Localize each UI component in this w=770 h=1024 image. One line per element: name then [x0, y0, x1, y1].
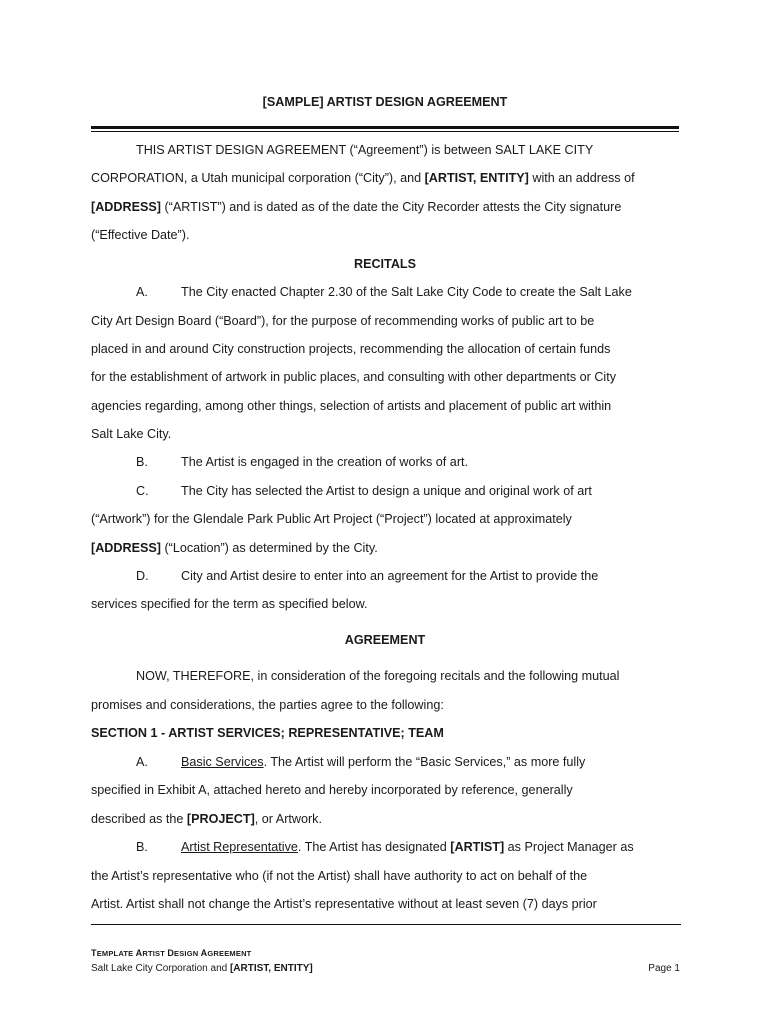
s1b-line-3: Artist. Artist shall not change the Artist’s representative without at least seven (7) days prior — [91, 897, 597, 911]
recital-d-line-1: City and Artist desire to enter into an agreement for the Artist to provide the — [181, 569, 599, 583]
recitals-heading: RECITALS — [353, 257, 417, 271]
intro-line-4: (“Effective Date”). — [91, 228, 190, 242]
recital-a-line-4: for the establishment of artwork in public places, and consulting with other departments or City — [91, 370, 617, 384]
recital-d-letter: D. — [136, 569, 149, 583]
page-number: Page 1 — [648, 963, 680, 974]
footer-template-title: TEMPLATE ARTIST DESIGN AGREEMENT — [91, 948, 252, 958]
recital-b-letter: B. — [136, 455, 148, 469]
title-rule-thin — [91, 131, 679, 132]
s1b-line-2: the Artist’s representative who (if not the Artist) shall have authority to act on behalf of the — [91, 869, 588, 883]
intro-line-1: THIS ARTIST DESIGN AGREEMENT (“Agreement”) is between SALT LAKE CITY — [136, 143, 594, 157]
recital-a-line-2: City Art Design Board (“Board”), for the purpose of recommending works of public art to be — [91, 314, 595, 328]
s1b-letter: B. — [136, 840, 148, 854]
intro-line-2: CORPORATION, a Utah municipal corporation (“City”), and [ARTIST, ENTITY] with an address of — [91, 171, 635, 185]
recital-a-line-6: Salt Lake City. — [91, 427, 172, 441]
agreement-heading: AGREEMENT — [344, 633, 426, 647]
s1a-letter: A. — [136, 755, 148, 769]
s1a-line-2: specified in Exhibit A, attached hereto and hereby incorporated by reference, generally — [91, 783, 573, 797]
recital-c-line-2: (“Artwork”) for the Glendale Park Public Art Project (“Project”) located at approximately — [91, 512, 572, 526]
recital-a-letter: A. — [136, 285, 148, 299]
intro-line-3: [ADDRESS] (“ARTIST”) and is dated as of the date the City Recorder attests the City signature — [91, 200, 622, 214]
section-1-heading: SECTION 1 - ARTIST SERVICES; REPRESENTATIVE; TEAM — [91, 726, 444, 740]
s1a-line-3: described as the [PROJECT], or Artwork. — [91, 812, 322, 826]
recital-c-line-1: The City has selected the Artist to design a unique and original work of art — [181, 484, 592, 498]
footer-rule — [91, 924, 681, 925]
recital-a-line-1: The City enacted Chapter 2.30 of the Salt Lake City Code to create the Salt Lake — [181, 285, 632, 299]
title-rule-thick — [91, 126, 679, 129]
s1a-line-1: Basic Services. The Artist will perform the “Basic Services,” as more fully — [181, 755, 586, 769]
recital-a-line-5: agencies regarding, among other things, selection of artists and placement of public art within — [91, 399, 612, 413]
s1b-line-1: Artist Representative. The Artist has designated [ARTIST] as Project Manager as — [181, 840, 634, 854]
document-title: [SAMPLE] ARTIST DESIGN AGREEMENT — [262, 95, 508, 109]
footer-parties: Salt Lake City Corporation and [ARTIST, ENTITY] — [91, 963, 313, 974]
now-line-2: promises and considerations, the parties agree to the following: — [91, 698, 444, 712]
recital-c-line-3: [ADDRESS] (“Location”) as determined by the City. — [91, 541, 378, 555]
recital-d-line-2: services specified for the term as specified below. — [91, 597, 368, 611]
recital-a-line-3: placed in and around City construction projects, recommending the allocation of certain funds — [91, 342, 611, 356]
recital-b-line-1: The Artist is engaged in the creation of works of art. — [181, 455, 469, 469]
recital-c-letter: C. — [136, 484, 149, 498]
now-line-1: NOW, THEREFORE, in consideration of the foregoing recitals and the following mutual — [136, 669, 620, 683]
